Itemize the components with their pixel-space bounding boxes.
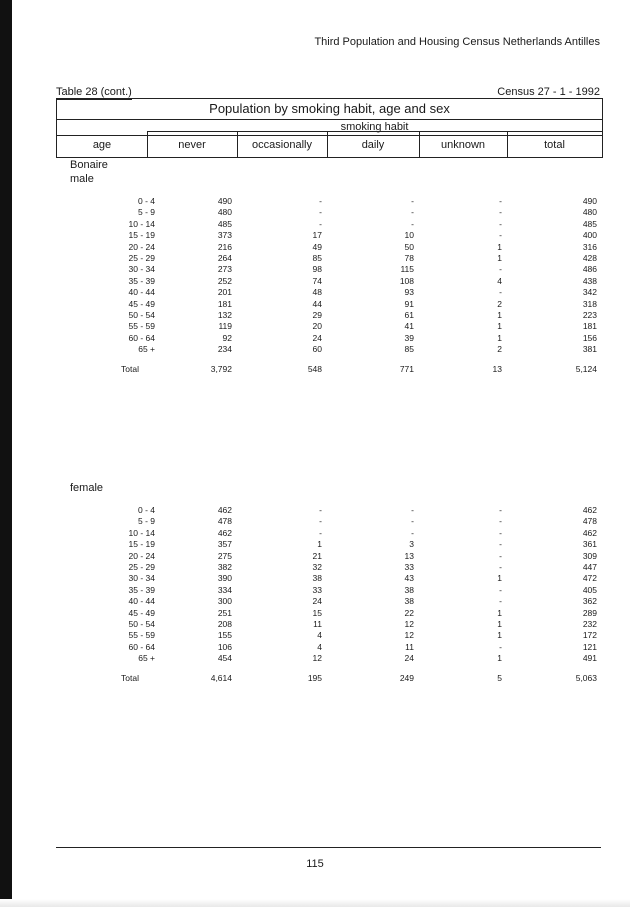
cell-unknown: 4 bbox=[497, 275, 502, 286]
cell-daily: 33 bbox=[404, 562, 414, 572]
cell-occasionally: 29 bbox=[312, 310, 322, 320]
cell-never: 4,614 bbox=[210, 673, 232, 683]
cell-age: 10 - 14 bbox=[128, 218, 155, 229]
column-header-never: never bbox=[178, 139, 206, 151]
cell-total: 485 bbox=[582, 218, 597, 229]
column-header-occasionally: occasionally bbox=[252, 139, 312, 151]
cell-unknown: 13 bbox=[492, 364, 502, 374]
cell-unknown: - bbox=[499, 218, 502, 229]
table-row bbox=[0, 263, 630, 275]
table-row bbox=[0, 241, 630, 253]
cell-age: 0 - 4 bbox=[137, 196, 155, 206]
cell-age: 20 - 24 bbox=[128, 550, 155, 561]
cell-occasionally: 4 bbox=[317, 630, 322, 641]
cell-unknown: - bbox=[499, 230, 502, 241]
table-row bbox=[0, 206, 630, 218]
census-date: Census 27 - 1 - 1992 bbox=[497, 86, 600, 98]
table-row bbox=[0, 550, 630, 562]
cell-never: 373 bbox=[217, 230, 232, 241]
cell-unknown: - bbox=[499, 287, 502, 298]
cell-age: Total bbox=[121, 364, 139, 374]
cell-unknown: 1 bbox=[497, 630, 502, 641]
section-label-male bbox=[70, 158, 108, 186]
section-label-female bbox=[70, 481, 103, 495]
table-row bbox=[0, 286, 630, 298]
table-row bbox=[0, 218, 630, 230]
table-header bbox=[56, 98, 603, 158]
cell-total: 223 bbox=[582, 310, 597, 320]
cell-never: 264 bbox=[217, 253, 232, 263]
cell-occasionally: 11 bbox=[313, 619, 322, 629]
cell-age: 0 - 4 bbox=[137, 505, 155, 515]
cell-unknown: 1 bbox=[497, 241, 502, 252]
cell-never: 275 bbox=[217, 550, 232, 561]
cell-never: 208 bbox=[217, 619, 232, 629]
cell-total: 361 bbox=[582, 539, 597, 550]
cell-total: 405 bbox=[582, 584, 597, 595]
cell-occasionally: - bbox=[319, 207, 322, 218]
cell-total: 309 bbox=[582, 550, 597, 561]
cell-total: 428 bbox=[582, 253, 597, 263]
cell-total: 5,124 bbox=[575, 364, 597, 374]
cell-occasionally: - bbox=[319, 505, 322, 515]
cell-occasionally: 24 bbox=[312, 596, 322, 607]
cell-total: 121 bbox=[582, 641, 597, 652]
cell-never: 155 bbox=[217, 630, 232, 641]
cell-unknown: 1 bbox=[497, 332, 502, 343]
sex-label: female bbox=[70, 482, 104, 494]
cell-never: 300 bbox=[217, 596, 232, 607]
cell-daily: - bbox=[411, 527, 414, 538]
table-row bbox=[0, 515, 630, 527]
cell-daily: 43 bbox=[404, 573, 414, 584]
cell-occasionally: 20 bbox=[312, 321, 322, 332]
cell-total: 472 bbox=[582, 573, 597, 584]
cell-never: 490 bbox=[217, 196, 232, 206]
cell-daily: 12 bbox=[404, 630, 414, 641]
cell-total: 181 bbox=[582, 321, 597, 332]
cell-daily: 771 bbox=[399, 364, 414, 374]
cell-unknown: - bbox=[499, 550, 502, 561]
cell-never: 478 bbox=[217, 516, 232, 527]
cell-daily: 61 bbox=[404, 310, 414, 320]
cell-occasionally: 195 bbox=[307, 673, 322, 683]
cell-never: 92 bbox=[222, 332, 232, 343]
cell-age: 15 - 19 bbox=[128, 539, 155, 550]
page-number: 115 bbox=[306, 858, 324, 870]
cell-occasionally: - bbox=[319, 196, 322, 206]
cell-age: 35 - 39 bbox=[128, 275, 155, 286]
cell-occasionally: 48 bbox=[312, 287, 322, 298]
cell-daily: 91 bbox=[404, 298, 414, 309]
cell-age: 60 - 64 bbox=[128, 641, 155, 652]
cell-unknown: 1 bbox=[497, 573, 502, 584]
cell-age: 5 - 9 bbox=[137, 516, 155, 527]
cell-never: 216 bbox=[217, 241, 232, 252]
cell-occasionally: 1 bbox=[317, 539, 322, 550]
cell-occasionally: 98 bbox=[312, 264, 322, 275]
cell-never: 357 bbox=[217, 539, 232, 550]
table-row bbox=[0, 652, 630, 664]
footer-rule bbox=[56, 847, 601, 848]
table-row bbox=[0, 618, 630, 630]
table-row bbox=[0, 298, 630, 310]
cell-unknown: 1 bbox=[497, 310, 502, 320]
cell-age: 35 - 39 bbox=[128, 584, 155, 595]
cell-never: 454 bbox=[217, 653, 232, 664]
cell-age: 20 - 24 bbox=[128, 241, 155, 252]
cell-never: 390 bbox=[217, 573, 232, 584]
cell-unknown: - bbox=[499, 264, 502, 275]
table-row bbox=[0, 538, 630, 550]
region-label: Bonaire bbox=[70, 159, 108, 171]
cell-age: 45 - 49 bbox=[128, 298, 155, 309]
cell-occasionally: - bbox=[319, 527, 322, 538]
cell-age: 45 - 49 bbox=[128, 607, 155, 618]
cell-unknown: 1 bbox=[497, 253, 502, 263]
cell-occasionally: - bbox=[319, 218, 322, 229]
table-row bbox=[0, 607, 630, 619]
cell-daily: 13 bbox=[404, 550, 414, 561]
cell-occasionally: 60 bbox=[312, 344, 322, 355]
table-row bbox=[0, 641, 630, 653]
cell-occasionally: 32 bbox=[312, 562, 322, 572]
cell-daily: 10 bbox=[404, 230, 414, 241]
cell-total: 289 bbox=[582, 607, 597, 618]
cell-daily: - bbox=[411, 505, 414, 515]
cell-daily: 50 bbox=[404, 241, 414, 252]
cell-age: 40 - 44 bbox=[128, 287, 155, 298]
cell-never: 462 bbox=[217, 527, 232, 538]
cell-daily: 41 bbox=[404, 321, 414, 332]
cell-total: 480 bbox=[582, 207, 597, 218]
cell-age: 30 - 34 bbox=[128, 264, 155, 275]
cell-never: 273 bbox=[217, 264, 232, 275]
cell-daily: 108 bbox=[399, 275, 414, 286]
cell-age: 15 - 19 bbox=[128, 230, 155, 241]
cell-age: 65 + bbox=[138, 344, 155, 355]
table-row bbox=[0, 229, 630, 241]
table-row bbox=[0, 504, 630, 516]
cell-total: 438 bbox=[582, 275, 597, 286]
cell-daily: 3 bbox=[409, 539, 414, 550]
table-row bbox=[0, 195, 630, 207]
cell-occasionally: 12 bbox=[312, 653, 322, 664]
column-header-unknown: unknown bbox=[440, 139, 486, 151]
cell-age: 40 - 44 bbox=[128, 596, 155, 607]
cell-total: 462 bbox=[582, 505, 597, 515]
cell-total: 381 bbox=[582, 344, 597, 355]
cell-never: 106 bbox=[217, 641, 232, 652]
cell-unknown: 1 bbox=[497, 653, 502, 664]
cell-age: 55 - 59 bbox=[128, 630, 155, 641]
cell-total: 318 bbox=[582, 298, 597, 309]
cell-never: 181 bbox=[217, 298, 232, 309]
cell-unknown: - bbox=[499, 527, 502, 538]
cell-unknown: - bbox=[499, 207, 502, 218]
cell-total: 362 bbox=[582, 596, 597, 607]
cell-unknown: 1 bbox=[497, 321, 502, 332]
table-row bbox=[0, 595, 630, 607]
cell-occasionally: 74 bbox=[312, 275, 322, 286]
cell-unknown: - bbox=[499, 584, 502, 595]
table-row bbox=[0, 584, 630, 596]
cell-unknown: 2 bbox=[497, 298, 502, 309]
cell-unknown: - bbox=[499, 196, 502, 206]
cell-age: 25 - 29 bbox=[128, 562, 155, 572]
column-header-total: total bbox=[544, 139, 565, 151]
cell-never: 485 bbox=[217, 218, 232, 229]
column-header-daily: daily bbox=[361, 139, 385, 151]
cell-total: 316 bbox=[582, 241, 597, 252]
table-label: Table 28 (cont.) bbox=[56, 86, 132, 98]
cell-daily: 115 bbox=[400, 264, 414, 275]
header-rule bbox=[147, 131, 602, 132]
cell-daily: 22 bbox=[404, 607, 414, 618]
scan-binding-edge bbox=[0, 0, 12, 907]
total-row bbox=[0, 363, 630, 375]
cell-daily: - bbox=[411, 218, 414, 229]
cell-daily: 38 bbox=[404, 584, 414, 595]
cell-unknown: - bbox=[499, 539, 502, 550]
cell-age: 60 - 64 bbox=[128, 332, 155, 343]
cell-daily: - bbox=[411, 516, 414, 527]
table-row bbox=[0, 527, 630, 539]
cell-total: 490 bbox=[582, 196, 597, 206]
cell-total: 156 bbox=[582, 332, 597, 343]
table-row bbox=[0, 275, 630, 287]
cell-daily: - bbox=[411, 207, 414, 218]
cell-age: 50 - 54 bbox=[128, 310, 155, 320]
cell-never: 251 bbox=[217, 607, 232, 618]
cell-total: 447 bbox=[582, 562, 597, 572]
cell-occasionally: 15 bbox=[312, 607, 322, 618]
scan-bottom-edge bbox=[0, 899, 630, 907]
cell-daily: - bbox=[411, 196, 414, 206]
cell-total: 491 bbox=[582, 653, 597, 664]
table-row bbox=[0, 309, 630, 321]
cell-occasionally: 85 bbox=[312, 253, 322, 263]
cell-never: 252 bbox=[217, 275, 232, 286]
cell-daily: 93 bbox=[404, 287, 414, 298]
cell-occasionally: 44 bbox=[312, 298, 322, 309]
cell-never: 462 bbox=[217, 505, 232, 515]
cell-total: 486 bbox=[582, 264, 597, 275]
cell-total: 478 bbox=[582, 516, 597, 527]
table-row bbox=[0, 252, 630, 264]
cell-unknown: - bbox=[499, 562, 502, 572]
cell-total: 172 bbox=[582, 630, 597, 641]
cell-never: 334 bbox=[217, 584, 232, 595]
cell-occasionally: 24 bbox=[312, 332, 322, 343]
cell-unknown: - bbox=[499, 641, 502, 652]
cell-daily: 12 bbox=[404, 619, 414, 629]
cell-daily: 249 bbox=[399, 673, 414, 683]
cell-occasionally: 49 bbox=[312, 241, 322, 252]
cell-daily: 85 bbox=[404, 344, 414, 355]
cell-occasionally: - bbox=[319, 516, 322, 527]
table-row bbox=[0, 343, 630, 355]
cell-occasionally: 21 bbox=[312, 550, 322, 561]
cell-unknown: 1 bbox=[497, 619, 502, 629]
cell-daily: 38 bbox=[404, 596, 414, 607]
cell-unknown: 2 bbox=[497, 344, 502, 355]
cell-never: 382 bbox=[217, 562, 232, 572]
cell-daily: 39 bbox=[404, 332, 414, 343]
cell-never: 119 bbox=[218, 321, 232, 332]
column-header-age: age bbox=[92, 139, 112, 151]
cell-total: 342 bbox=[582, 287, 597, 298]
cell-never: 201 bbox=[217, 287, 232, 298]
cell-never: 3,792 bbox=[210, 364, 232, 374]
cell-never: 234 bbox=[217, 344, 232, 355]
sex-label: male bbox=[70, 173, 94, 185]
cell-age: 10 - 14 bbox=[128, 527, 155, 538]
cell-occasionally: 548 bbox=[307, 364, 322, 374]
cell-unknown: - bbox=[499, 516, 502, 527]
cell-age: 65 + bbox=[138, 653, 155, 664]
table-row bbox=[0, 332, 630, 344]
smoking-habit-heading: smoking habit bbox=[340, 121, 409, 133]
table-row bbox=[0, 629, 630, 641]
cell-total: 232 bbox=[582, 619, 597, 629]
cell-never: 132 bbox=[217, 310, 232, 320]
cell-age: 50 - 54 bbox=[128, 619, 155, 629]
cell-total: 400 bbox=[582, 230, 597, 241]
table-row bbox=[0, 320, 630, 332]
cell-age: Total bbox=[121, 673, 139, 683]
running-title: Third Population and Housing Census Netherlands Antilles bbox=[314, 36, 600, 48]
table-row bbox=[0, 561, 630, 573]
cell-age: 5 - 9 bbox=[137, 207, 155, 218]
cell-unknown: 5 bbox=[497, 673, 502, 683]
table-row bbox=[0, 572, 630, 584]
cell-total: 5,063 bbox=[575, 673, 597, 683]
cell-unknown: - bbox=[499, 505, 502, 515]
header-rule bbox=[57, 119, 602, 120]
cell-total: 462 bbox=[582, 527, 597, 538]
cell-unknown: - bbox=[499, 596, 502, 607]
cell-age: 55 - 59 bbox=[128, 321, 155, 332]
cell-never: 480 bbox=[217, 207, 232, 218]
cell-daily: 11 bbox=[405, 641, 414, 652]
cell-unknown: 1 bbox=[497, 607, 502, 618]
cell-daily: 78 bbox=[404, 253, 414, 263]
cell-occasionally: 38 bbox=[312, 573, 322, 584]
cell-occasionally: 17 bbox=[312, 230, 322, 241]
total-row bbox=[0, 672, 630, 684]
cell-daily: 24 bbox=[404, 653, 414, 664]
cell-age: 25 - 29 bbox=[128, 253, 155, 263]
cell-occasionally: 4 bbox=[317, 641, 322, 652]
cell-occasionally: 33 bbox=[312, 584, 322, 595]
table-title: Population by smoking habit, age and sex bbox=[209, 101, 450, 116]
cell-age: 30 - 34 bbox=[128, 573, 155, 584]
